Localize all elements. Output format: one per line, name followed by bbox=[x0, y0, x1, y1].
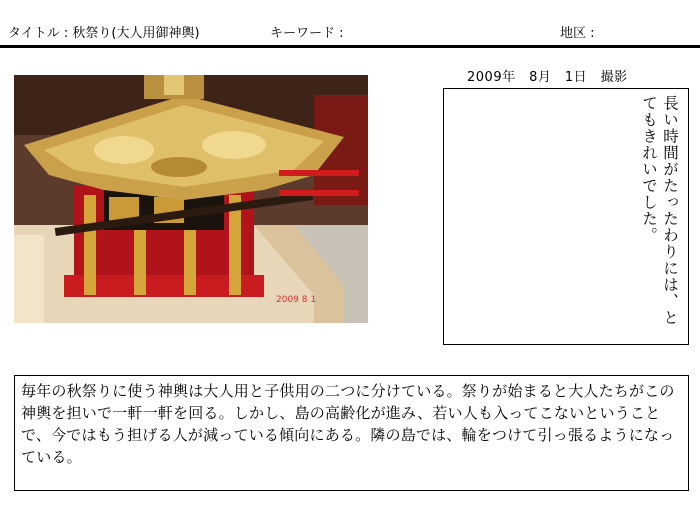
area-field: 地区 : bbox=[560, 26, 595, 41]
vertical-caption-box bbox=[443, 88, 689, 345]
keyword-field: キーワード : bbox=[270, 26, 344, 41]
vertical-caption: 長い時間がたったわりには、とてもきれいでした。 bbox=[640, 95, 679, 326]
mikoshi-photo bbox=[14, 75, 368, 323]
photo-date-stamp: 2009 8 1 bbox=[276, 295, 317, 305]
description-box: 毎年の秋祭りに使う神輿は大人用と子供用の二つに分けている。祭りが始まると大人たちがこの神輿を担いで一軒一軒を回る。しかし、島の高齢化が進み、若い人も入ってこないということで、今ではもう担げる人が減っている傾向にある。隣の島では、輪をつけて引っ張るようになっている。 bbox=[14, 375, 689, 491]
photo-date: 2009年 8月 1日 撮影 bbox=[467, 70, 628, 85]
title-field: タイトル : 秋祭り(大人用御神輿) bbox=[8, 26, 200, 41]
header-divider bbox=[0, 45, 700, 48]
mikoshi-illustration bbox=[14, 75, 368, 323]
